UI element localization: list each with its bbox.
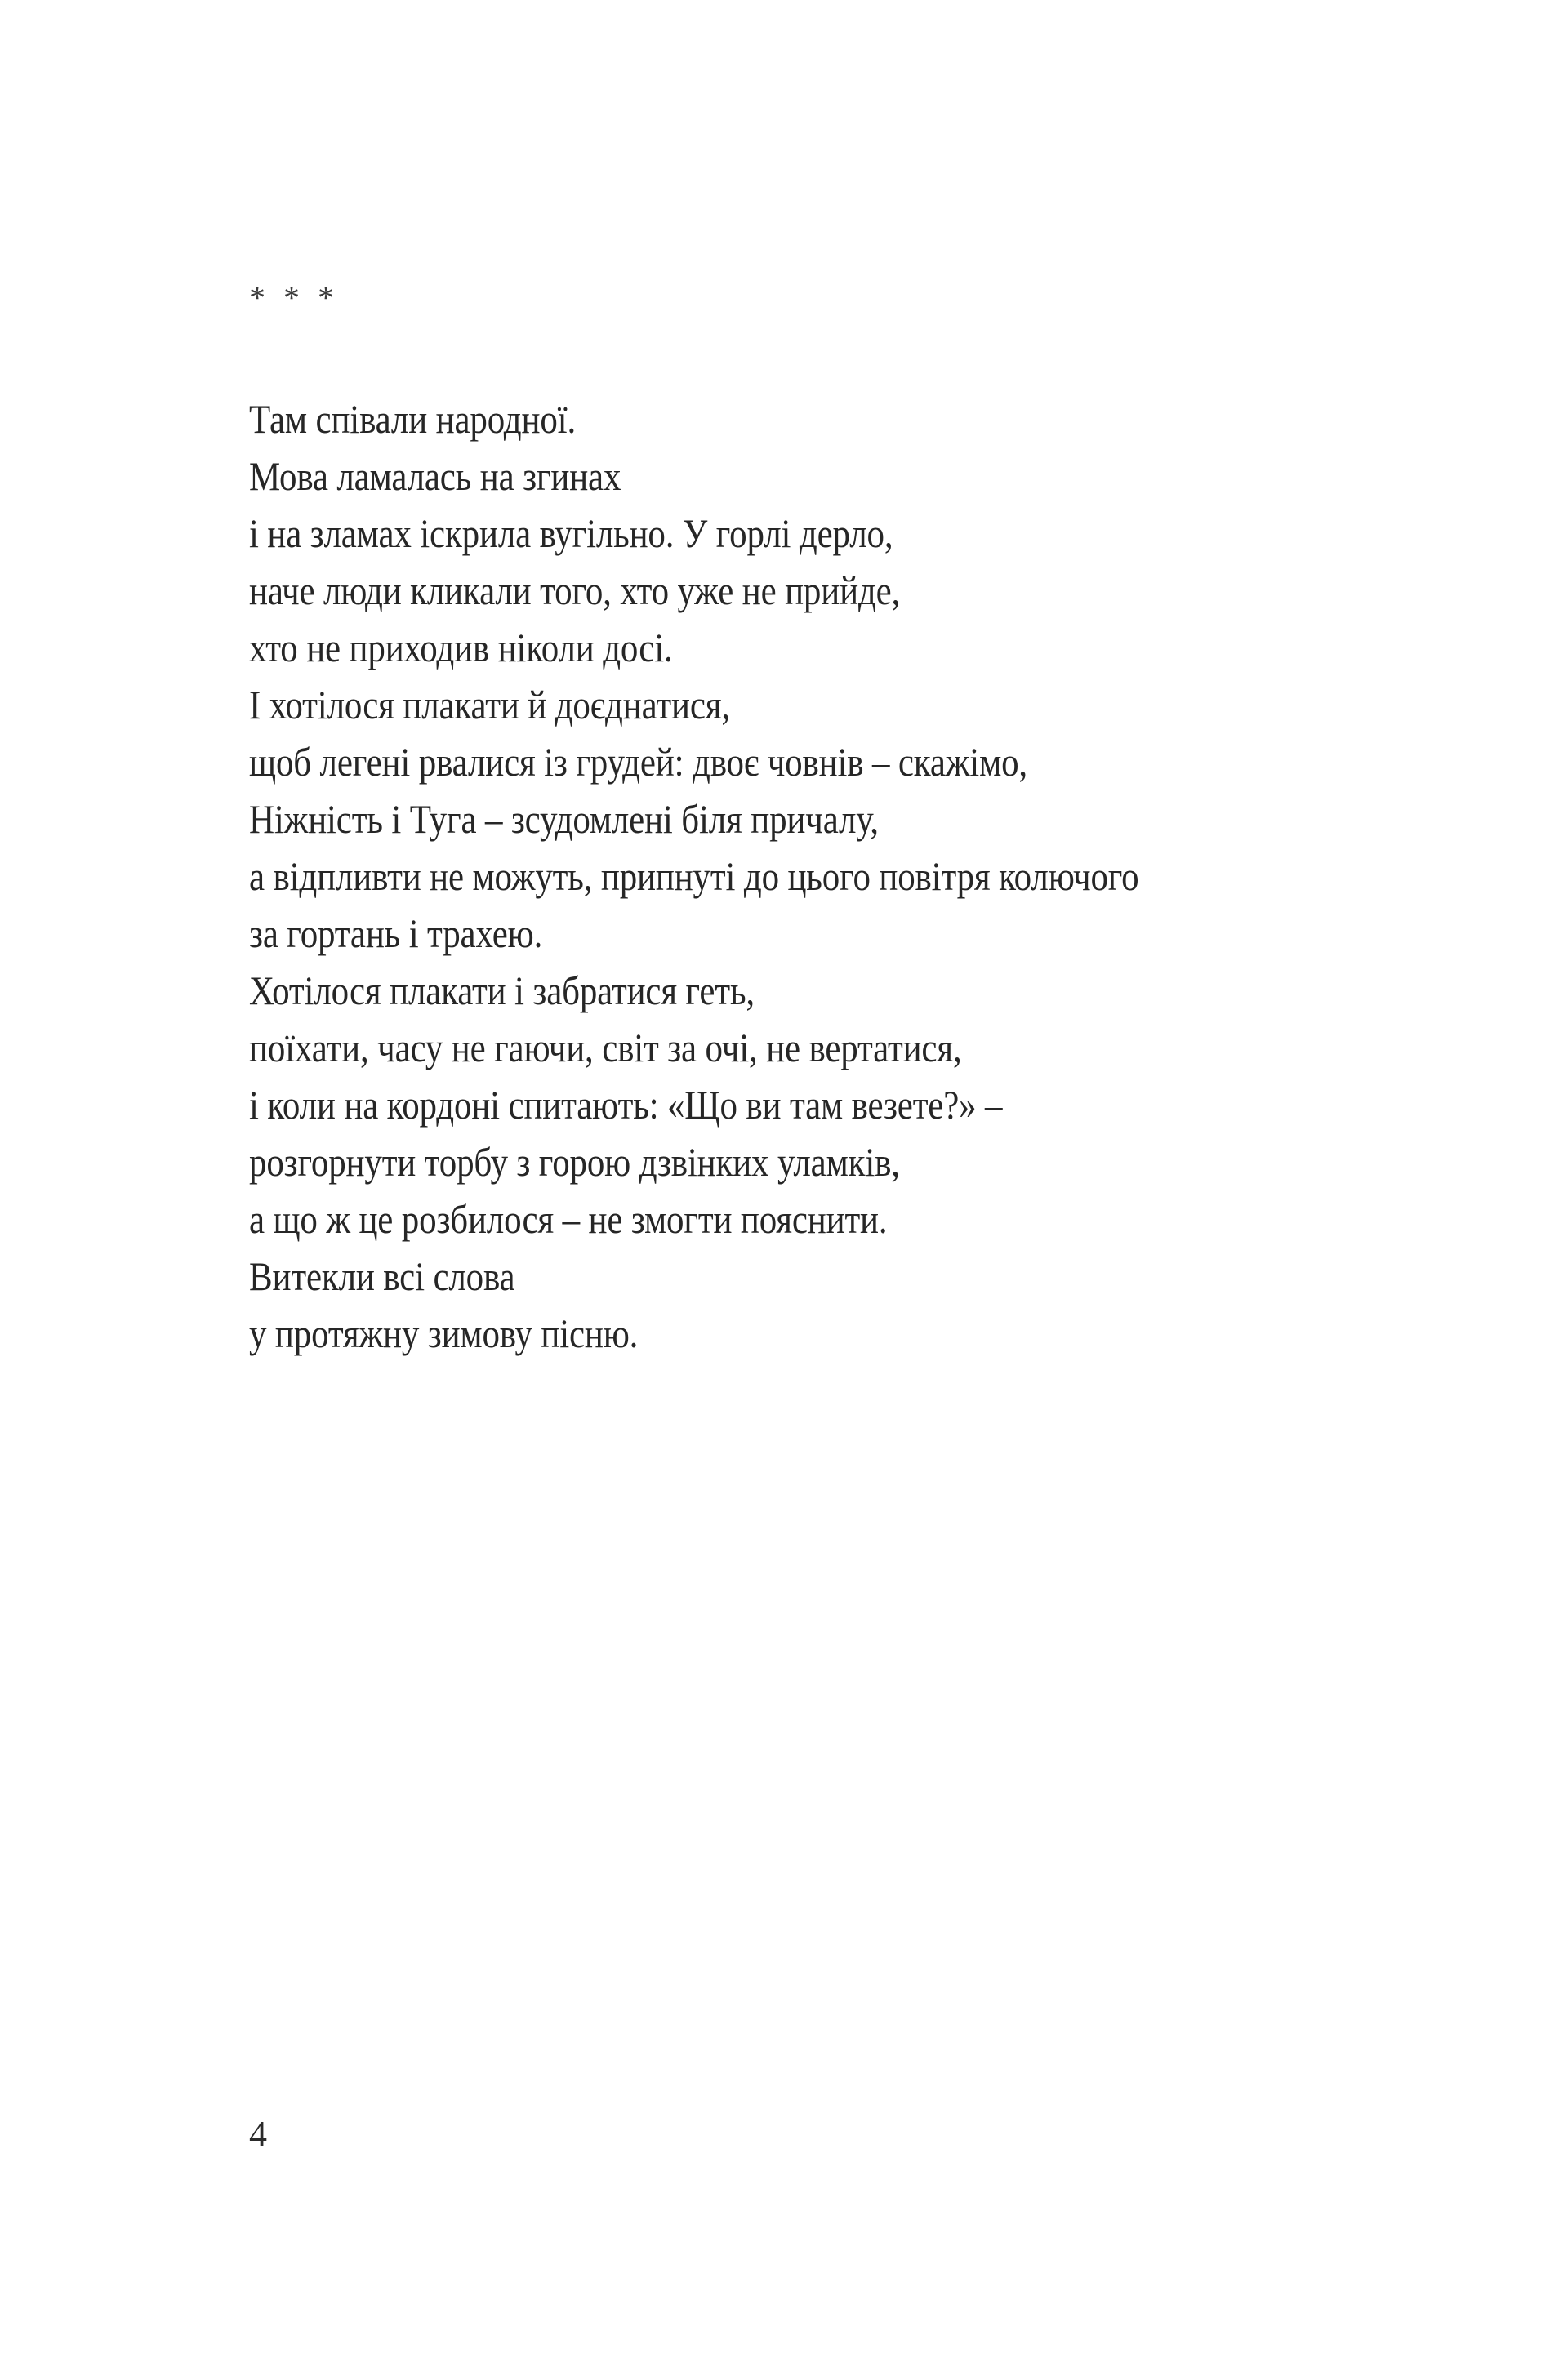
poem-line: Там співали народної. xyxy=(249,396,577,442)
poem-line: Витекли всі слова xyxy=(249,1253,515,1299)
poem-line: а відпливти не можуть, припнуті до цього повітря колючого xyxy=(249,853,1139,899)
poem-line: і коли на кордоні спитають: «Що ви там везете?» – xyxy=(249,1082,1003,1128)
section-separator: * * * xyxy=(249,279,339,316)
poem-line: поїхати, часу не гаючи, світ за очі, не вертатися, xyxy=(249,1025,962,1070)
poem-line: і на зламах іскрила вугільно. У горлі дерло, xyxy=(249,510,893,556)
poem-line: І хотілося плакати й доєднатися, xyxy=(249,682,730,727)
poem-body xyxy=(249,390,1490,1362)
poem-line: розгорнути торбу з горою дзвінких уламків, xyxy=(249,1139,900,1185)
poem-line: Хотілося плакати і забратися геть, xyxy=(249,968,755,1013)
poem-line: хто не приходив ніколи досі. xyxy=(249,625,673,670)
poem-line: у протяжну зимову пісню. xyxy=(249,1310,639,1356)
poem-line: наче люди кликали того, хто уже не прийде, xyxy=(249,567,901,613)
poem-line: а що ж це розбилося – не змогти пояснити. xyxy=(249,1196,888,1242)
poem-line: Мова ламалась на згинах xyxy=(249,453,621,499)
poem-line: за гортань і трахею. xyxy=(249,910,543,956)
page-number: 4 xyxy=(249,2114,267,2154)
poem-line: Ніжність і Туга – зсудомлені біля причалу, xyxy=(249,796,879,842)
poem-line: щоб легені рвалися із грудей: двоє човнів – скажімо, xyxy=(249,739,1028,785)
